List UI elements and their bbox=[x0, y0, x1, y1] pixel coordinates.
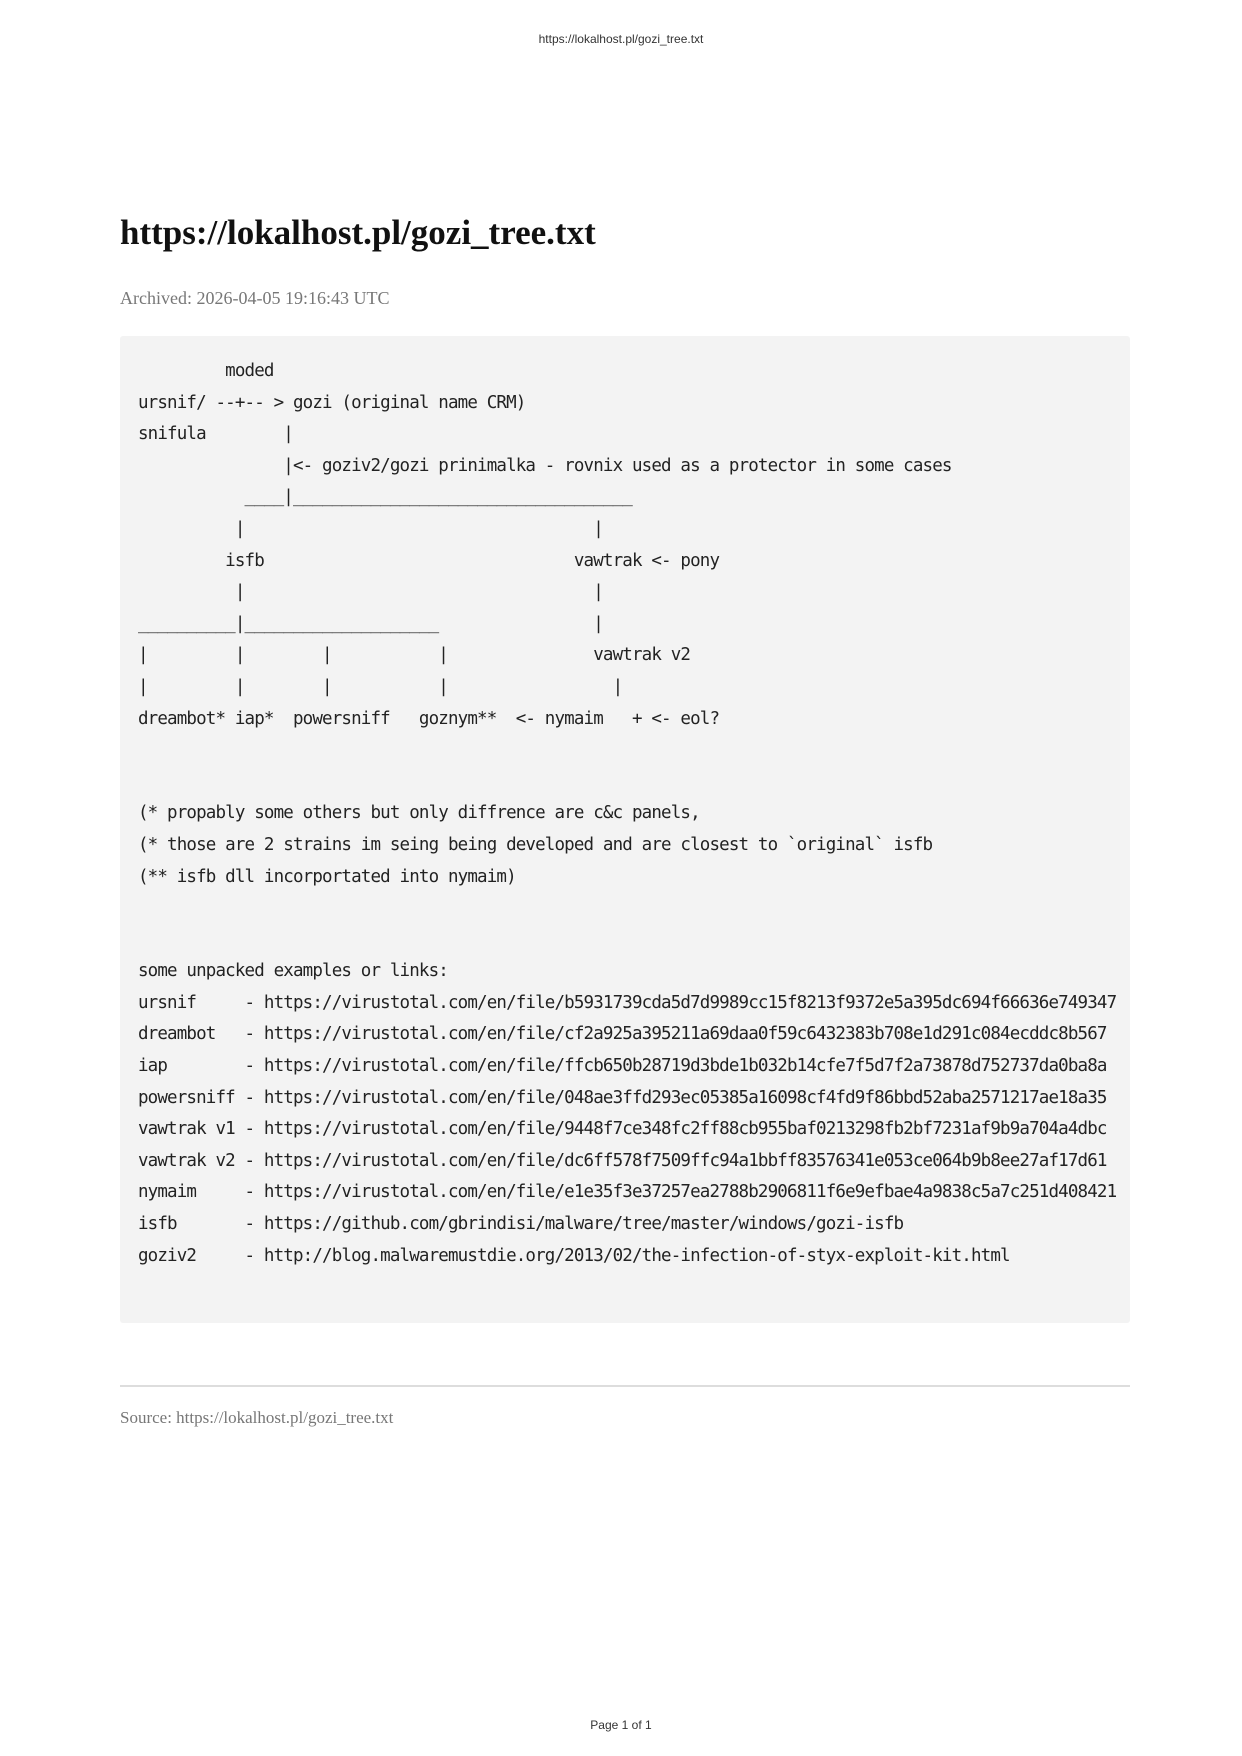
divider bbox=[120, 1385, 1130, 1387]
page-header-url: https://lokalhost.pl/gozi_tree.txt bbox=[538, 32, 704, 46]
archived-timestamp: Archived: 2026-04-05 19:16:43 UTC bbox=[120, 288, 390, 308]
text-content-box bbox=[120, 336, 1130, 1323]
page-number: Page 1 of 1 bbox=[590, 1718, 652, 1732]
source-line: Source: https://lokalhost.pl/gozi_tree.txt bbox=[120, 1408, 394, 1427]
text-content: moded ursnif/ --+-- > gozi (original name CRM) snifula | |<- goziv2/gozi prinimalka - rovnix used as a protector in some cases ____|___________________________________ | | isfb vawtrak <- pony | | __________|____________________ | | | | | vawtrak v2 | | | | | dreambot* iap* powersniff goznym** <- nymaim + <- eol? (* propably some others but only diffrence are c&c panels, (* those are 2 strains im seing being developed and are closest to `original` isfb (** isfb dll incorportated into nymaim) some unpacked examples or links: ursnif - https://virustotal.com/en/file/b5931739cda5d7d9989cc15f8213f9372e5a395dc694f66636e749347 dreambot - https://virustotal.com/en/file/cf2a925a395211a69daa0f59c6432383b708e1d291c084ecddc8b567 iap - https://virustotal.com/en/file/ffcb650b28719d3bde1b032b14cfe7f5d7f2a73878d752737da0ba8a powersniff - https://virustotal.com/en/file/048ae3ffd293ec05385a16098cf4fd9f86bbd52aba2571217ae18a35 vawtrak v1 - https://virustotal.com/en/file/9448f7ce348fc2ff88cb955baf0213298fb2bf7231af9b9a704a4dbc vawtrak v2 - https://virustotal.com/en/file/dc6ff578f7509ffc94a1bbff83576341e053ce064b9b8ee27af17d61 nymaim - https://virustotal.com/en/file/e1e35f3e37257ea2788b2906811f6e9efbae4a9838c5a7c251d408421 isfb - https://github.com/gbrindisi/malware/tree/master/windows/gozi-isfb goziv2 - http://blog.malwaremustdie.org/2013/02/the-infection-of-styx-exploit-kit.html bbox=[138, 361, 1117, 1266]
page-title: https://lokalhost.pl/gozi_tree.txt bbox=[120, 213, 596, 252]
